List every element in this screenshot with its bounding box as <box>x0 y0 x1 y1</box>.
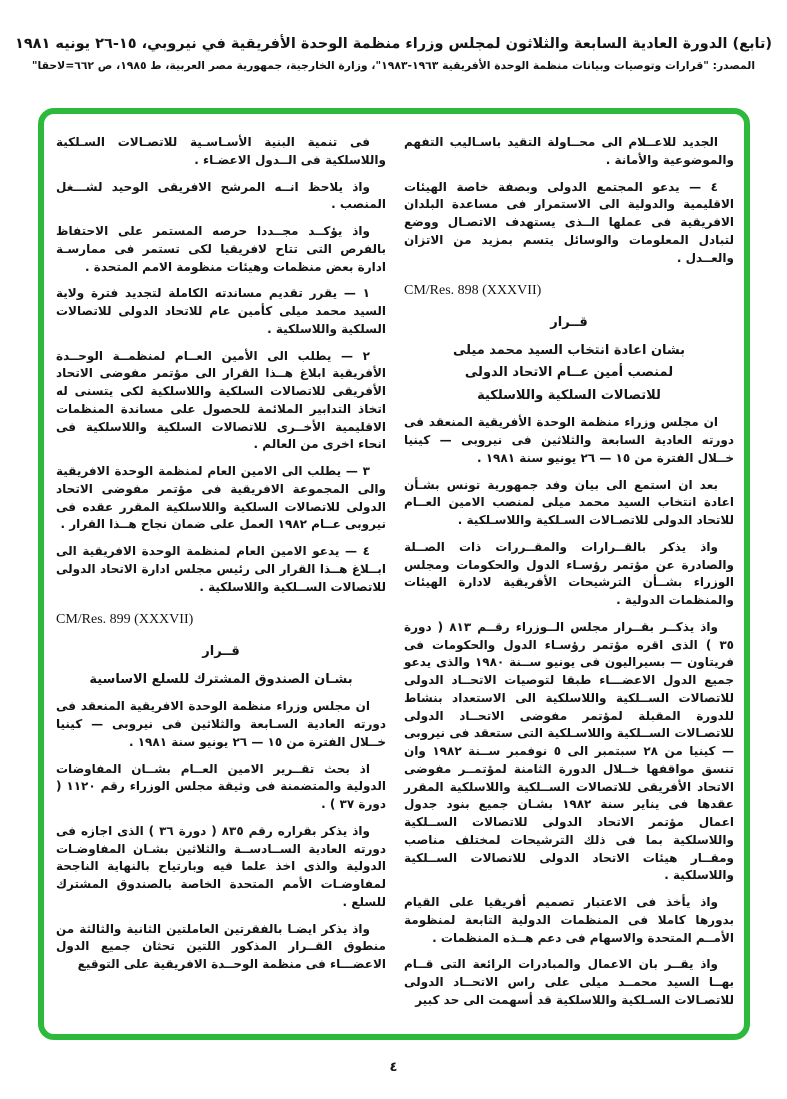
header-session-title: (تابع) الدورة العادية السابعة والثلاثون لمجلس وزراء منظمة الوحدة الأفريقية في نيروبي، ١٥-٢٦ يونيه ١٩٨١ <box>14 36 773 52</box>
paragraph: اذ بحث تقــرير الامين العــام بشــان المفاوضات الدولية والمتضمنة فى وثيقة مجلس الوزراء رقم ١١٢٠ ( دورة ٣٧ ) . <box>56 761 386 811</box>
page-header <box>0 36 787 72</box>
paragraph: ان مجلس وزراء منظمة الوحدة الأفريقية المنعقد فى دورته العادية السابعة والثلاثين فى نيروبى — كينيا خــلال الفترة من ١٥ — ٢٦ يونيو سنة ١٩٨١ . <box>404 415 734 465</box>
paragraph: بعد ان استمع الى بيان وفد جمهورية تونس بشـأن اعادة انتخاب السيد محمد ميلى لمنصب الامين العــام للاتحاد الدولى للاتصـالات السـلكية واللاسـلكية . <box>404 477 734 527</box>
paragraph: واذ يأخذ فى الاعتبار تصميم أفريقيا على القيام بدورها كاملا فى المنظمات الدولية التابعة لمنظومة الأمــم المتحدة والاسهام فى دعم هــذه المنظمات . <box>404 895 734 945</box>
paragraph: واذ يؤكــد مجــددا حرصه المستمر على الاحتفاظ بالفرص التى تتاح لافريقيا لكى تستمر فى ممارسـة ادارة بعض منظمات وهيئات منظومة الامم المتحدة . <box>56 224 386 274</box>
resolution-code-899: CM/Res. 899 (XXXVII) <box>56 612 194 628</box>
header-source-line: المصدر: "قرارات وتوصيات وبيانات منظمة الوحدة الأفريقية ١٩٦٣-١٩٨٣"، وزارة الخارجية، جمهورية مصر العربية، ط ١٩٨٥، ص ٦٦٢=لاحقا" <box>31 59 756 72</box>
page-number: ٤ <box>389 1060 398 1075</box>
resolution-heading: بشـان الصندوق المشترك للسلع الاساسية <box>89 671 353 687</box>
paragraph: واذ يذكــر بقــرار مجلس الــوزراء رقــم ٨١٣ ( دورة ٣٥ ) الذى اقره مؤتمر رؤسـاء الدول والحكومات فى فريتاون — بسيراليون فى يونيو ســنة ١٩٨٠ والذى يدعو جميع الدول الاعضـــاء طبقا لتوصيات الاتحــاد الدولى للاتصالات الســلكية واللاسلكية الى الاستعداد بنشاط للدورة المقبلة لمؤتمر مفوضى الاتحــاد الدولى للاتصـالات الســلكية واللاسـلكية التى ستعقد فى نيروبى — كينيا من ٢٨ سبتمبر الى ٥ نوفمبر ســنة ١٩٨٢ وان تنسق مواقفها خــلال الدورة الثامنة لمؤتمــر مفوضى الاتحاد الأفريقى للاتصالات الســلكية واللاسلكية المقرر عقدها فى يناير سنة ١٩٨٢ بشـان جميع بنود جدول اعمال مؤتمر الاتحاد الدولى للاتصالات الســلكية واللاسلكية بما فى ذلك الترشيحات لمختلف مناصب ومقــار هيئات الاتحاد الدولى للاتصالات الســلكية واللاسلكية . <box>404 619 735 883</box>
two-column-layout <box>56 134 734 1020</box>
paragraph: ٣ — يطلب الى الامين العام لمنظمة الوحدة الافريقية والى المجموعة الافريقية فى مؤتمر مفوضى الاتحاد الدولى للاتصالات السلكية واللاسلكية المقرر عقده فى نيروبى عــام ١٩٨٢ العمل على ضمان نجاح هــذا القرار . <box>56 464 386 532</box>
column-right <box>404 134 734 1020</box>
paragraph: ٢ — يطلب الى الأمين العــام لمنظمــة الوحــدة الأفريقية ابلاغ هــذا القرار الى مؤتمر مفوضى الاتحاد الأفريقى للاتصالات السلكية واللاسلكية لكى يتسنى له اتخاذ التدابير الملائمة للحصول على مساندة المنظمات الاقليمية الأخــرى للاتصالات السلكية واللاسلكية فى انحاء اخرى من العالم . <box>56 348 386 452</box>
green-border-frame <box>38 108 750 1040</box>
resolution-code-898: CM/Res. 898 (XXXVII) <box>404 283 542 299</box>
resolution-heading: لمنصب أمين عــام الاتحاد الدولى <box>464 365 674 381</box>
paragraph: الجديد للاعــلام الى محــاولة التقيد باسـاليب التفهم والموضوعية والأمانة . <box>404 135 734 167</box>
paragraph: ٤ — يدعو المجتمع الدولى وبصفة خاصة الهيئات الاقليمية والدولية الى الاستمرار فى مساعدة البلدان الافريقية فى عملها الــذى يستهدف الاتصـال ووضع لتبادل المعلومات والوسائل يتسم بمزيد من الاتزان والعــدل . <box>404 179 734 265</box>
column-left <box>56 134 386 1020</box>
paragraph: ١ — يقرر تقديم مساندته الكاملة لتجديد فترة ولاية السيد محمد ميلى كأمين عام للاتحاد الدولى للاتصالات السلكية واللاسلكية . <box>56 286 386 336</box>
resolution-heading: قــرار <box>550 315 588 331</box>
paragraph: واذ يلاحظ انــه المرشح الافريقى الوحيد لشـــغل المنصب . <box>56 179 386 212</box>
paragraph: واذ يذكر بقراره رقم ٨٣٥ ( دورة ٣٦ ) الذى اجازه فى دورته العادية الســادســة والثلاثين بشـان المفاوضـات الدولية والذى اخذ علما فيه وبارتياح بالنهاية الناجحة لمفاوضـات الأمم المتحدة الخاصة بالصندوق المشترك للسلع . <box>56 823 386 909</box>
paragraph: واذ يذكر ايضـا بالفقرتين العاملتين الثانية والثالثة من منطوق القــرار المذكور اللتين تحثان جميع الدول الاعضـــاء فى منظمة الوحــدة الافريقية على التوقيع <box>56 921 386 971</box>
paragraph: ٤ — يدعو الامين العام لمنظمة الوحدة الافريقية الى ابــلاغ هــذا القرار الى رئيس مجلس ادارة الاتحاد الدولى للاتصالات الســلكية واللاسلكية . <box>56 544 386 594</box>
paragraph: واذ يقــر بان الاعمال والمبادرات الرائعة التى قــام بهــا السيد محمــد ميلى على راس الاتحــاد الدولى للاتصـالات السـلكية واللاسلكية قد أسهمت الى حد كبير <box>404 957 734 1007</box>
resolution-heading: للاتصالات السلكية واللاسلكية <box>477 387 661 403</box>
resolution-heading: بشان اعادة انتخاب السيد محمد ميلى <box>452 342 686 358</box>
resolution-heading: قــرار <box>202 644 240 660</box>
paragraph: واذ يذكر بالقــرارات والمقــررات ذات الصــلة والصادرة عن مؤتمر رؤسـاء الدول والحكومات ومجلس الوزراء بشــأن الترشيحات الأفريقية لادارة الهيئات والمنظمات الدولية . <box>404 539 734 607</box>
paragraph: ان مجلس وزراء منظمة الوحدة الافريقية المنعقد فى دورته العادية السـابعة والثلاثين فى نيروبى — كينيا خــلال الفترة من ١٥ — ٢٦ يونيو سنة ١٩٨١ . <box>56 699 386 749</box>
paragraph: فى تنمية البنية الأسـاسـية للاتصـالات السـلكية واللاسلكية فى الــدول الاعضـاء . <box>56 135 386 167</box>
